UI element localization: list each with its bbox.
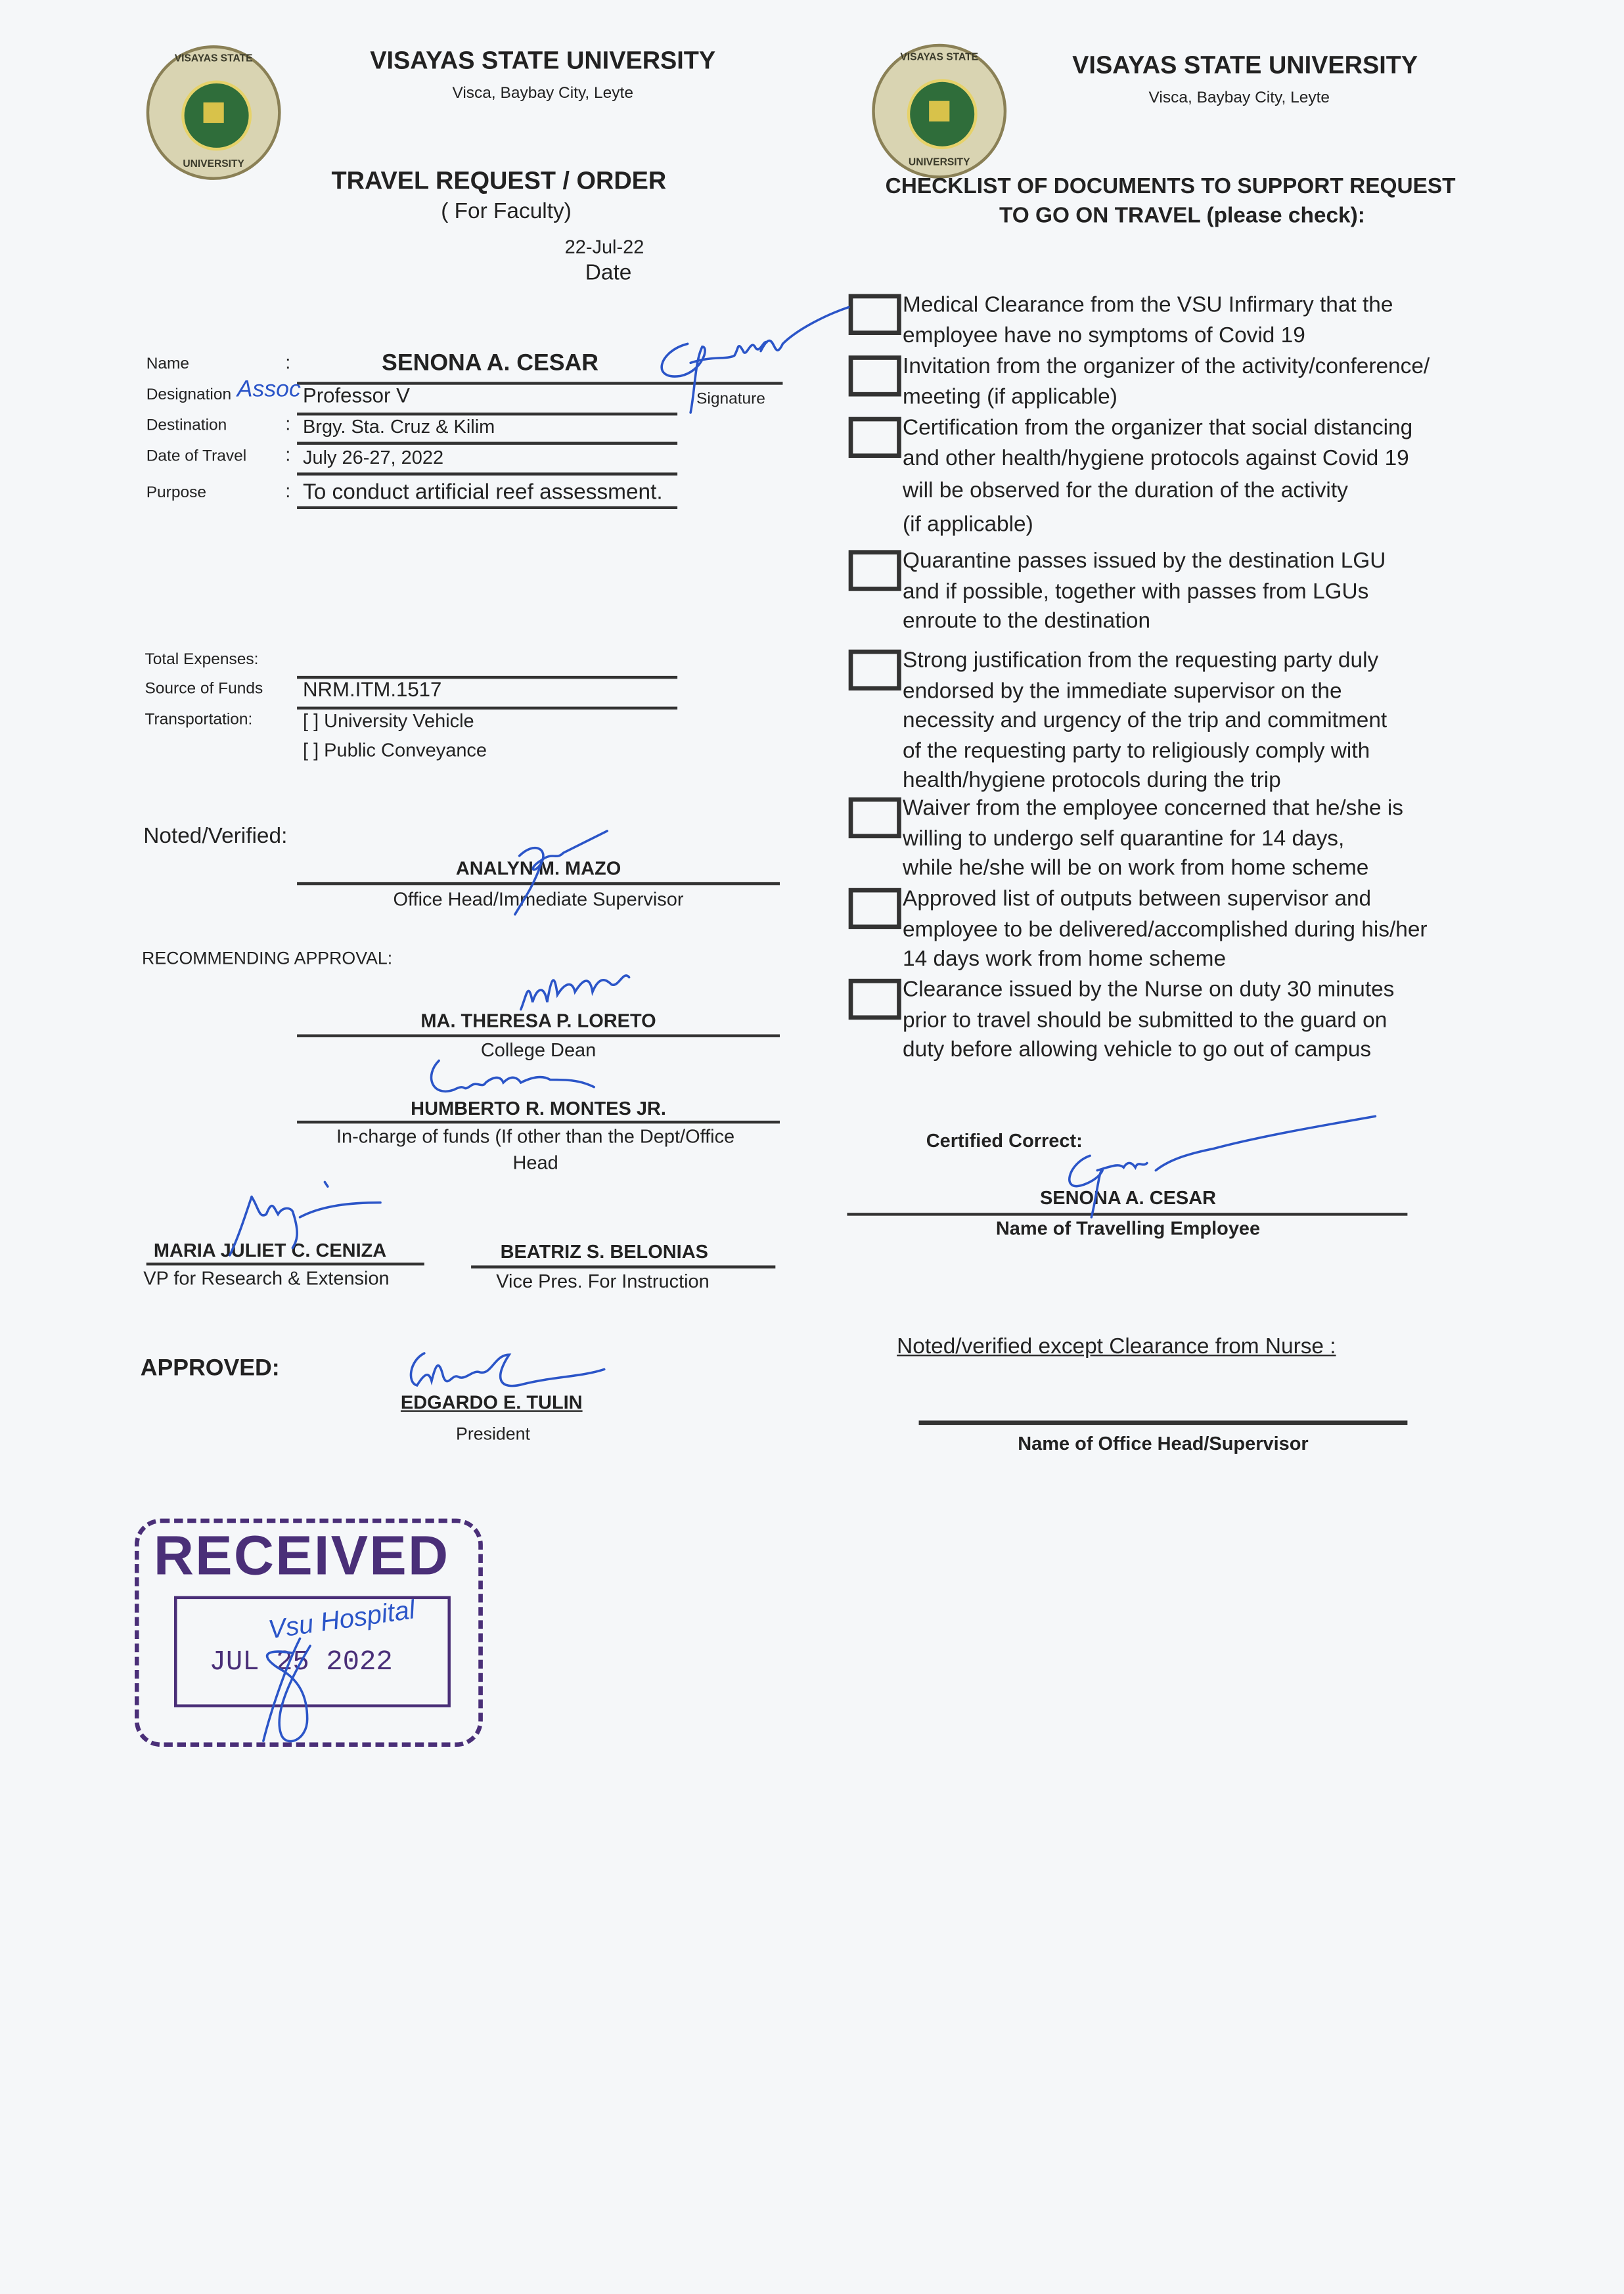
certified-correct-label: Certified Correct: — [926, 1129, 1083, 1152]
checklist-item-line: Waiver from the employee concerned that he/she is — [903, 796, 1403, 821]
dean-signature — [521, 976, 629, 1010]
transport-option-university-vehicle[interactable]: [ ] University Vehicle — [302, 709, 474, 732]
employee-name: SENONA A. CESAR — [1039, 1186, 1217, 1209]
applicant-signature — [662, 307, 848, 413]
checklist-item-line: meeting (if applicable) — [903, 384, 1117, 409]
vp-instruction-name: BEATRIZ S. BELONIAS — [500, 1240, 708, 1263]
noted-name: ANALYN M. MAZO — [455, 857, 621, 880]
checklist-item-line: necessity and urgency of the trip and commitment — [903, 708, 1387, 733]
checklist-item-line: employee have no symptoms of Covid 19 — [903, 323, 1305, 348]
colon: : — [285, 351, 291, 373]
university-name-left: VISAYAS STATE UNIVERSITY — [370, 47, 716, 75]
stamp-date: JUL 25 2022 — [209, 1646, 393, 1678]
total-expenses-label: Total Expenses: — [145, 651, 259, 669]
noted-except-label: Noted/verified except Clearance from Nurse : — [897, 1334, 1336, 1359]
checklist-item-line: (if applicable) — [903, 511, 1033, 537]
date-label: Date — [585, 260, 632, 286]
date-of-travel-value[interactable]: July 26-27, 2022 — [302, 446, 444, 468]
date-value: 22-Jul-22 — [564, 235, 644, 258]
supervisor-signature — [515, 831, 607, 914]
checklist-item-line: while he/she will be on work from home scheme — [903, 855, 1369, 881]
vp-instruction-title: Vice Pres. For Instruction — [496, 1270, 710, 1292]
vp-research-title: VP for Research & Extension — [143, 1267, 390, 1289]
noted-title: Office Head/Immediate Supervisor — [393, 888, 684, 911]
vp-research-signature — [230, 1182, 380, 1255]
approved-label: APPROVED: — [140, 1356, 280, 1382]
destination-value[interactable]: Brgy. Sta. Cruz & Kilim — [302, 415, 495, 438]
president-name: EDGARDO E. TULIN — [400, 1391, 583, 1414]
president-title: President — [456, 1423, 530, 1445]
funds-incharge-signature — [432, 1061, 595, 1092]
hospital-signature — [263, 1638, 310, 1741]
designation-value[interactable]: Professor V — [302, 383, 410, 407]
checklist-title-2: TO GO ON TRAVEL (please check): — [999, 203, 1365, 229]
checklist-item-line: and if possible, together with passes from LGUs — [903, 578, 1369, 604]
vp-research-name: MARIA JULIET C. CENIZA — [153, 1239, 387, 1261]
noted-verified-label: Noted/Verified: — [143, 823, 288, 849]
source-of-funds-value[interactable]: NRM.ITM.1517 — [302, 677, 442, 701]
checklist-item-line: 14 days work from home scheme — [903, 946, 1227, 972]
funds-incharge-name: HUMBERTO R. MONTES JR. — [411, 1097, 666, 1119]
president-signature — [411, 1353, 604, 1386]
university-address-right: Visca, Baybay City, Leyte — [1148, 89, 1330, 107]
checklist-item-line: Approved list of outputs between supervisor and — [903, 886, 1372, 912]
purpose-label: Purpose — [146, 484, 206, 502]
checklist-item-line: employee to be delivered/accomplished during his/her — [903, 916, 1428, 942]
checklist-item-line: and other health/hygiene protocols against Covid 19 — [903, 445, 1409, 470]
university-seal-left: VISAYAS STATE UNIVERSITY — [147, 45, 281, 180]
name-value[interactable]: SENONA A. CESAR — [382, 351, 599, 376]
transportation-label: Transportation: — [145, 711, 253, 729]
checklist-item-line: of the requesting party to religiously comply with — [903, 738, 1370, 763]
checklist-item-line: prior to travel should be submitted to the guard on — [903, 1007, 1387, 1033]
signature-label: Signature — [696, 390, 765, 409]
stamp-word: RECEIVED — [153, 1525, 450, 1588]
checklist-item-line: Clearance issued by the Nurse on duty 30 minutes — [903, 977, 1395, 1002]
source-of-funds-label: Source of Funds — [145, 680, 263, 698]
checklist-item-line: endorsed by the immediate supervisor on the — [903, 678, 1342, 704]
recommending-approval-label: RECOMMENDING APPROVAL: — [142, 948, 393, 969]
purpose-value[interactable]: To conduct artificial reef assessment. — [302, 480, 663, 505]
university-address-left: Visca, Baybay City, Leyte — [452, 85, 633, 102]
checklist-item-line: will be observed for the duration of the activity — [903, 478, 1348, 504]
checklist-item-line: enroute to the destination — [903, 608, 1151, 634]
form-title: TRAVEL REQUEST / ORDER — [331, 166, 667, 195]
dean-name: MA. THERESA P. LORETO — [420, 1009, 656, 1032]
stamp-handwritten-note: Vsu Hospital — [266, 1594, 417, 1645]
checklist-item-line: duty before allowing vehicle to go out of campus — [903, 1037, 1372, 1062]
designation-annotation: Assoc — [237, 377, 301, 403]
form-subtitle: ( For Faculty) — [441, 198, 572, 224]
checklist-item-line: Invitation from the organizer of the activity/conference/ — [903, 353, 1430, 379]
checklist-item-line: Certification from the organizer that social distancing — [903, 415, 1413, 441]
checklist-item-line: health/hygiene protocols during the trip — [903, 768, 1281, 794]
funds-incharge-title-2: Head — [512, 1151, 558, 1174]
checklist-title-1: CHECKLIST OF DOCUMENTS TO SUPPORT REQUEST — [885, 174, 1456, 199]
checklist-item-line: Quarantine passes issued by the destination LGU — [903, 549, 1386, 574]
date-of-travel-label: Date of Travel — [146, 447, 247, 466]
name-label: Name — [146, 355, 190, 373]
employee-certification-signature — [1070, 1116, 1376, 1217]
colon: : — [285, 443, 291, 466]
checklist-item-line: Medical Clearance from the VSU Infirmary that the — [903, 292, 1393, 318]
university-name-right: VISAYAS STATE UNIVERSITY — [1072, 51, 1418, 79]
checklist-item-line: Strong justification from the requesting party duly — [903, 648, 1379, 673]
colon: : — [285, 480, 291, 502]
employee-title: Name of Travelling Employee — [995, 1217, 1261, 1240]
office-head-title: Name of Office Head/Supervisor — [1018, 1432, 1309, 1454]
designation-label: Designation — [146, 386, 232, 404]
checklist-item-line: willing to undergo self quarantine for 14 days, — [903, 826, 1345, 851]
university-seal-right: VISAYAS STATE UNIVERSITY — [872, 44, 1006, 179]
funds-incharge-title: In-charge of funds (If other than the Dept/Office — [336, 1125, 735, 1147]
dean-title: College Dean — [480, 1039, 597, 1061]
destination-label: Destination — [146, 416, 227, 435]
colon: : — [285, 413, 291, 435]
transport-option-public-conveyance[interactable]: [ ] Public Conveyance — [302, 738, 487, 761]
